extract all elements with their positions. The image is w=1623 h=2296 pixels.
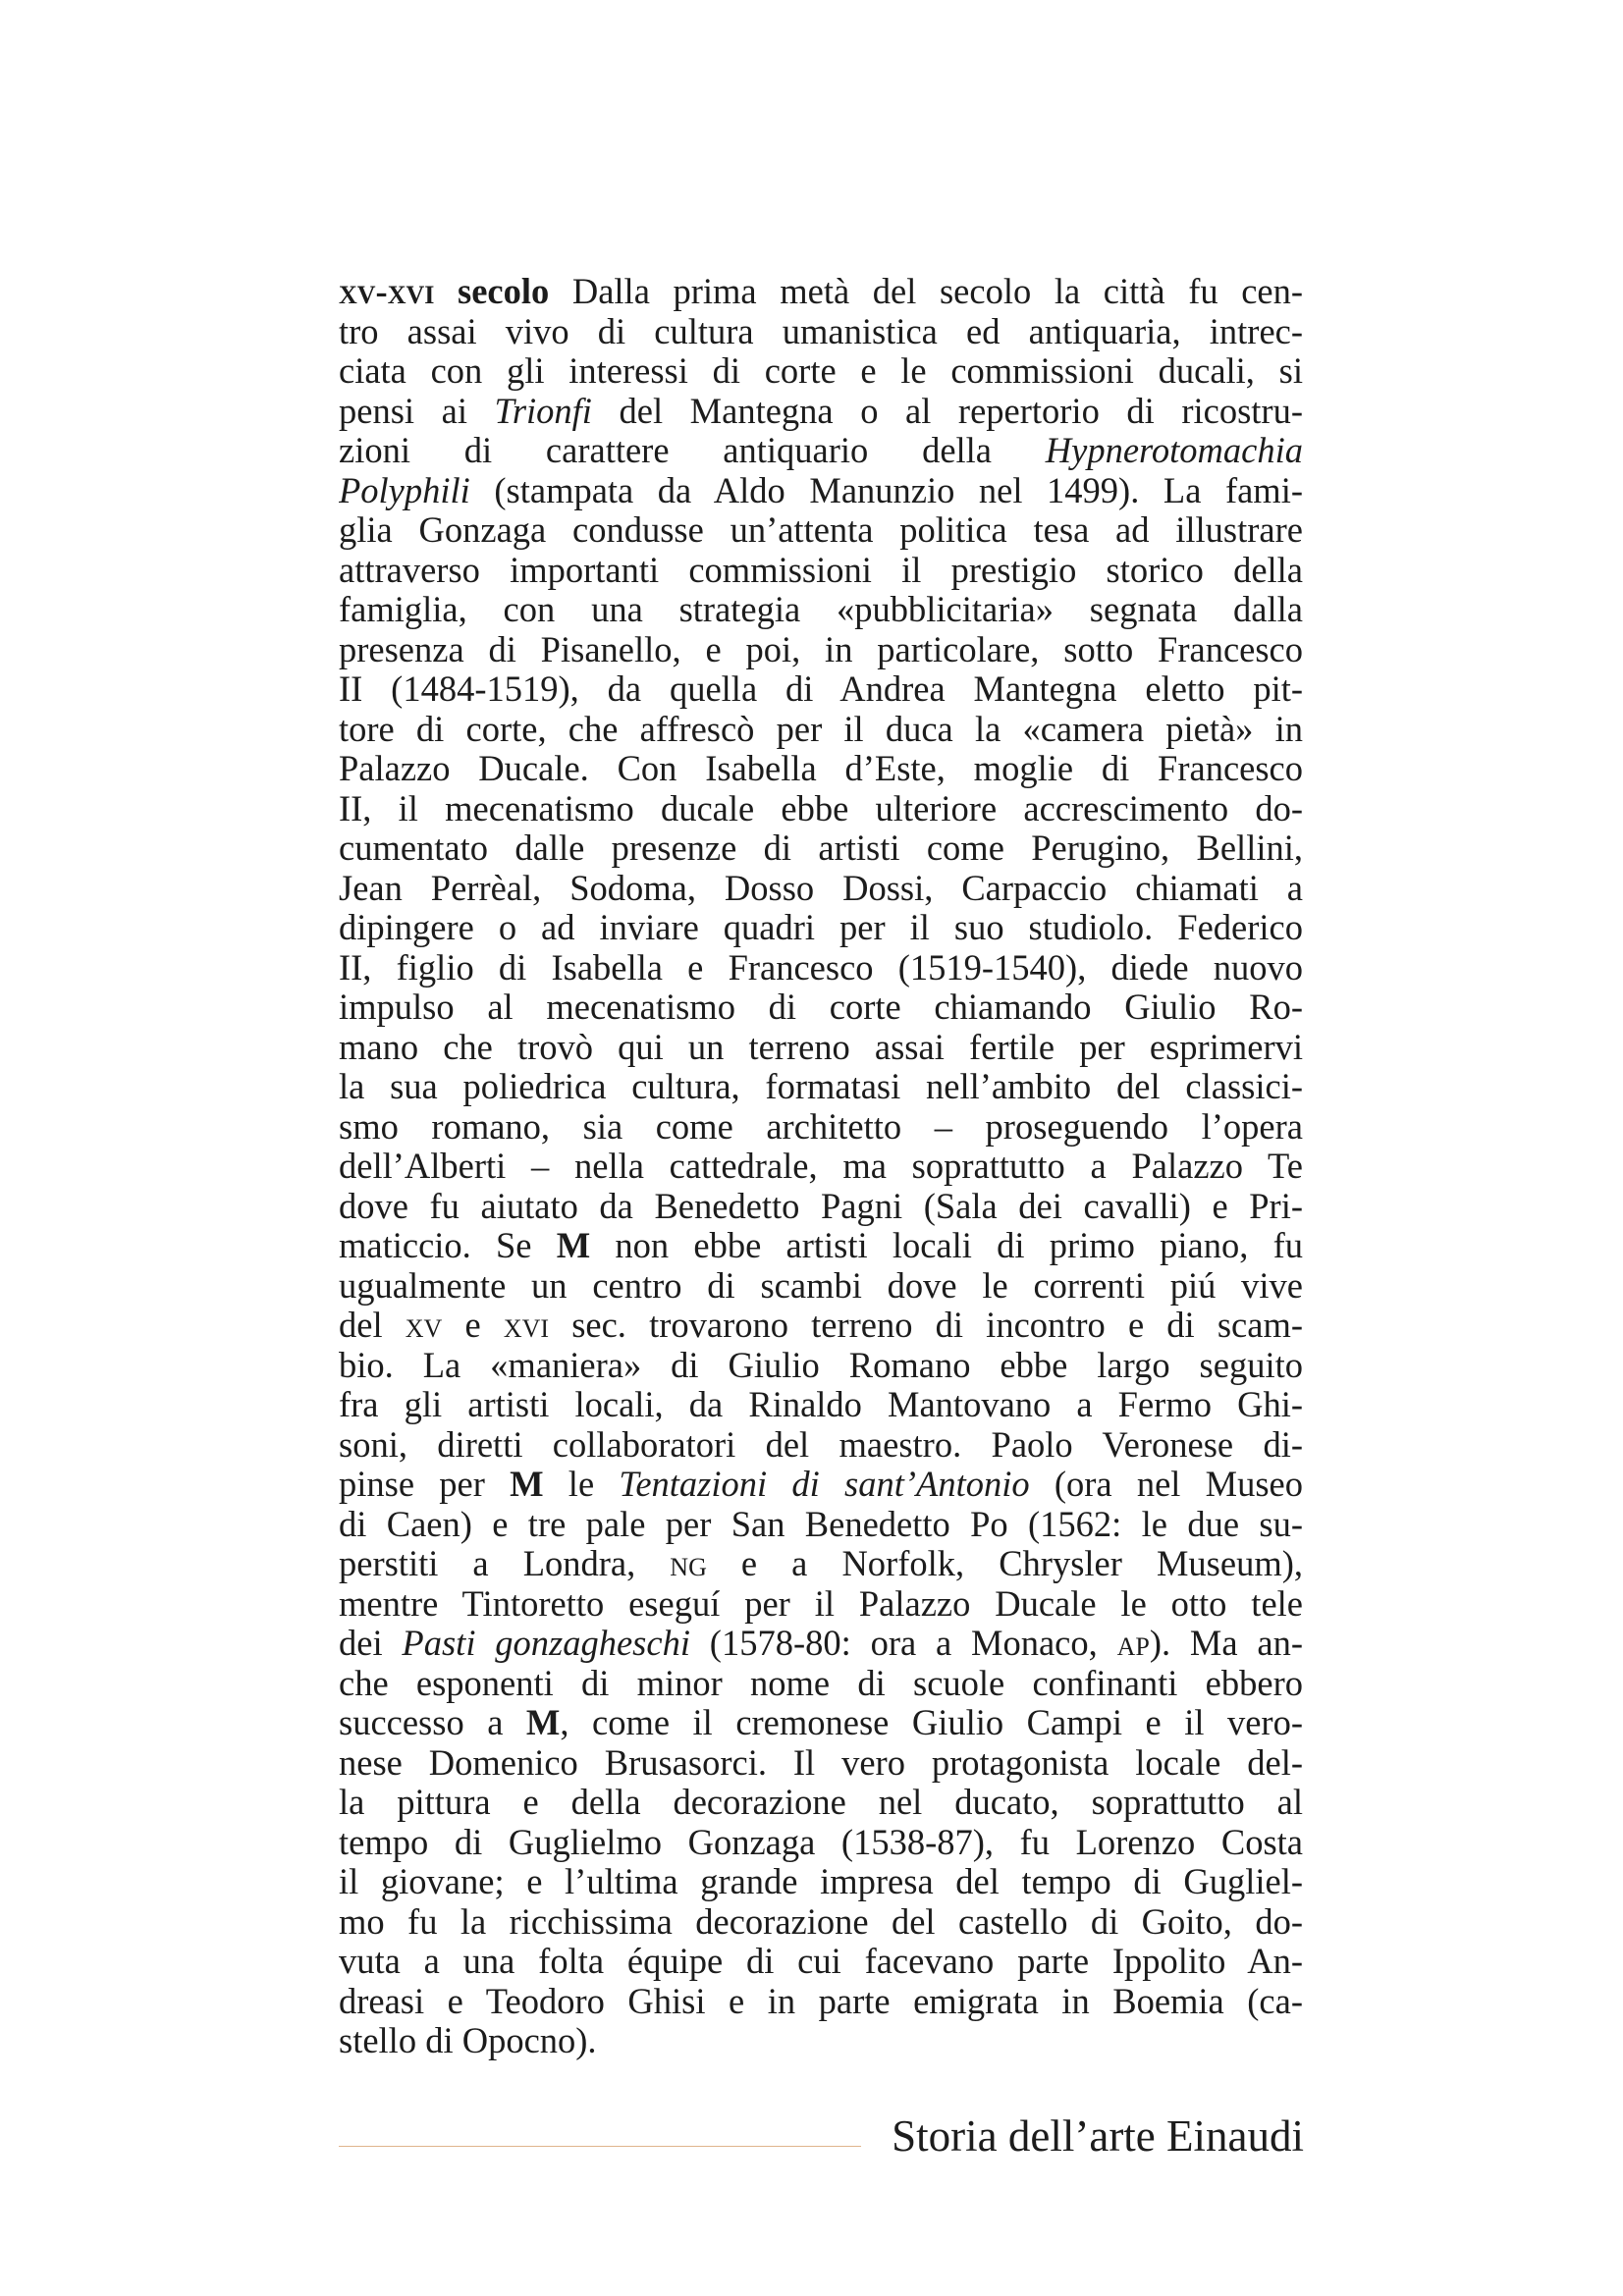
text-line	[339, 789, 1303, 829]
text-segment: II, il mecenatismo ducale ebbe ulteriore accrescimento do-	[339, 788, 1303, 828]
text-segment: xv-xvi	[339, 272, 435, 311]
text-line	[339, 2021, 1303, 2061]
text-segment: glia Gonzaga condusse un’attenta politica tesa ad illustrare	[339, 510, 1303, 550]
text-segment: dei	[339, 1624, 403, 1663]
text-segment: dipingere o ad inviare quadri per il suo studiolo. Federico	[339, 908, 1303, 947]
text-line	[339, 669, 1303, 710]
text-line	[339, 431, 1303, 471]
text-segment: ap	[1116, 1624, 1150, 1663]
text-line	[339, 1028, 1303, 1068]
text-line	[339, 1783, 1303, 1823]
text-segment: tempo di Guglielmo Gonzaga (1538-87), fu Lorenzo Costa	[339, 1822, 1303, 1862]
text-line	[339, 1982, 1303, 2022]
text-segment: zioni di carattere antiquario della	[339, 431, 1046, 470]
text-segment: del	[339, 1306, 406, 1345]
text-segment: dove fu aiutato da Benedetto Pagni (Sala dei cavalli) e Pri-	[339, 1186, 1303, 1226]
text-line	[339, 590, 1303, 630]
text-line	[339, 551, 1303, 591]
text-segment: M	[556, 1226, 591, 1265]
text-line	[339, 1624, 1303, 1664]
text-line	[339, 1664, 1303, 1704]
text-segment: pensi ai	[339, 391, 495, 431]
text-line	[339, 1544, 1303, 1584]
text-segment: vuta a una folta équipe di cui facevano parte Ippolito An-	[339, 1942, 1303, 1981]
text-segment: successo a	[339, 1703, 526, 1742]
text-segment: dreasi e Teodoro Ghisi e in parte emigrata in Boemia (ca-	[339, 1981, 1303, 2021]
text-segment: (1578-80: ora a Monaco,	[689, 1624, 1117, 1663]
text-segment: secolo	[434, 272, 550, 311]
text-segment: M	[510, 1465, 544, 1504]
text-line	[339, 749, 1303, 789]
text-segment: non ebbe artisti locali di primo piano, fu	[590, 1226, 1303, 1265]
text-segment: e	[442, 1306, 504, 1345]
text-segment: pinse per	[339, 1465, 511, 1504]
text-segment: Hypnerotomachia	[1045, 431, 1303, 470]
body-paragraph	[339, 272, 1303, 2061]
text-segment: perstiti a Londra,	[339, 1544, 671, 1583]
text-segment: maticcio. Se	[339, 1226, 557, 1265]
text-line	[339, 1584, 1303, 1625]
text-segment: famiglia, con una strategia «pubblicitaria» segnata dalla	[339, 590, 1303, 629]
text-line	[339, 988, 1303, 1028]
text-line	[339, 869, 1303, 909]
text-segment: la sua poliedrica cultura, formatasi nell’ambito del classici-	[339, 1067, 1303, 1106]
text-line	[339, 1385, 1303, 1425]
text-line	[339, 471, 1303, 511]
text-segment: II (1484-1519), da quella di Andrea Mantegna eletto pit-	[339, 669, 1303, 709]
text-line	[339, 1902, 1303, 1943]
text-line	[339, 1743, 1303, 1784]
text-line	[339, 948, 1303, 988]
text-segment: II, figlio di Isabella e Francesco (1519-1540), diede nuovo	[339, 947, 1303, 988]
text-segment: e a Norfolk, Chrysler Museum),	[706, 1544, 1303, 1583]
text-segment: Trionfi	[494, 391, 592, 431]
text-line	[339, 1703, 1303, 1743]
footer-rule	[339, 2146, 861, 2147]
text-line	[339, 1346, 1303, 1386]
text-segment: dell’Alberti – nella cattedrale, ma soprattutto a Palazzo Te	[339, 1147, 1303, 1186]
text-segment: del Mantegna o al repertorio di ricostru-	[591, 391, 1303, 431]
text-line	[339, 630, 1303, 670]
text-line	[339, 828, 1303, 869]
text-line	[339, 1147, 1303, 1187]
text-line	[339, 351, 1303, 392]
text-segment: soni, diretti collaboratori del maestro. Paolo Veronese di-	[339, 1424, 1303, 1465]
text-segment: mo fu la ricchissima decorazione del castello di Goito, do-	[339, 1901, 1303, 1942]
text-segment: ciata con gli interessi di corte e le commissioni ducali, si	[339, 351, 1303, 391]
text-line	[339, 1942, 1303, 1982]
text-segment: sec. trovarono terreno di incontro e di scam-	[549, 1306, 1303, 1345]
text-segment: (stampata da Aldo Manunzio nel 1499). La fami-	[469, 470, 1303, 510]
text-line	[339, 1823, 1303, 1863]
text-segment: che esponenti di minor nome di scuole confinanti ebbero	[339, 1663, 1303, 1703]
text-segment: mentre Tintoretto eseguí per il Palazzo Ducale le otto tele	[339, 1583, 1303, 1624]
text-line	[339, 272, 1303, 312]
text-segment: , come il cremonese Giulio Campi e il vero-	[560, 1703, 1303, 1742]
text-line	[339, 1187, 1303, 1227]
text-line	[339, 1425, 1303, 1466]
text-segment: di Caen) e tre pale per San Benedetto Po (1562: le due su-	[339, 1504, 1303, 1544]
text-segment: le	[543, 1465, 620, 1504]
text-line	[339, 510, 1303, 551]
text-segment: ugualmente un centro di scambi dove le correnti piú vive	[339, 1265, 1303, 1306]
text-line	[339, 1465, 1303, 1505]
text-segment: tro assai vivo di cultura umanistica ed antiquaria, intrec-	[339, 311, 1303, 351]
text-line	[339, 312, 1303, 352]
text-segment: nese Domenico Brusasorci. Il vero protagonista locale del-	[339, 1742, 1303, 1783]
text-segment: impulso al mecenatismo di corte chiamando Giulio Ro-	[339, 988, 1303, 1027]
text-line	[339, 1107, 1303, 1148]
text-segment: la pittura e della decorazione nel ducato, soprattutto al	[339, 1783, 1303, 1822]
text-segment: Polyphili	[339, 470, 470, 510]
text-segment: xv	[405, 1306, 443, 1345]
text-line	[339, 1862, 1303, 1902]
footer-title: Storia dell’arte Einaudi	[892, 2111, 1304, 2161]
text-segment: presenza di Pisanello, e poi, in particolare, sotto Francesco	[339, 629, 1303, 669]
text-segment: Palazzo Ducale. Con Isabella d’Este, moglie di Francesco	[339, 749, 1303, 788]
text-segment: Tentazioni di sant’Antonio	[619, 1465, 1030, 1504]
text-line	[339, 1505, 1303, 1545]
text-segment: (ora nel Museo	[1029, 1465, 1303, 1504]
text-segment: M	[525, 1703, 561, 1742]
text-segment: cumentato dalle presenze di artisti come Perugino, Bellini,	[339, 828, 1303, 868]
text-segment: stello di Opocno).	[339, 2021, 597, 2060]
text-segment: il giovane; e l’ultima grande impresa del tempo di Gugliel-	[339, 1862, 1303, 1901]
text-segment: Dalla prima metà del secolo la città fu cen-	[549, 272, 1303, 311]
text-line	[339, 392, 1303, 432]
text-segment: Jean Perrèal, Sodoma, Dosso Dossi, Carpaccio chiamati a	[339, 868, 1303, 908]
text-line	[339, 1226, 1303, 1266]
text-segment: Pasti gonzagheschi	[402, 1624, 690, 1663]
text-segment: xvi	[503, 1306, 550, 1345]
text-segment: ng	[670, 1544, 707, 1583]
text-line	[339, 1306, 1303, 1346]
text-segment: ). Ma an-	[1149, 1624, 1303, 1663]
text-segment: mano che trovò qui un terreno assai fertile per esprimervi	[339, 1027, 1303, 1067]
text-segment: fra gli artisti locali, da Rinaldo Mantovano a Fermo Ghi-	[339, 1385, 1303, 1424]
text-segment: smo romano, sia come architetto – proseguendo l’opera	[339, 1106, 1303, 1147]
text-segment: tore di corte, che affrescò per il duca la «camera pietà» in	[339, 709, 1303, 749]
text-segment: bio. La «maniera» di Giulio Romano ebbe largo seguito	[339, 1345, 1303, 1385]
text-line	[339, 710, 1303, 750]
text-line	[339, 908, 1303, 948]
text-line	[339, 1067, 1303, 1107]
text-line	[339, 1266, 1303, 1307]
text-segment: attraverso importanti commissioni il prestigio storico della	[339, 550, 1303, 590]
